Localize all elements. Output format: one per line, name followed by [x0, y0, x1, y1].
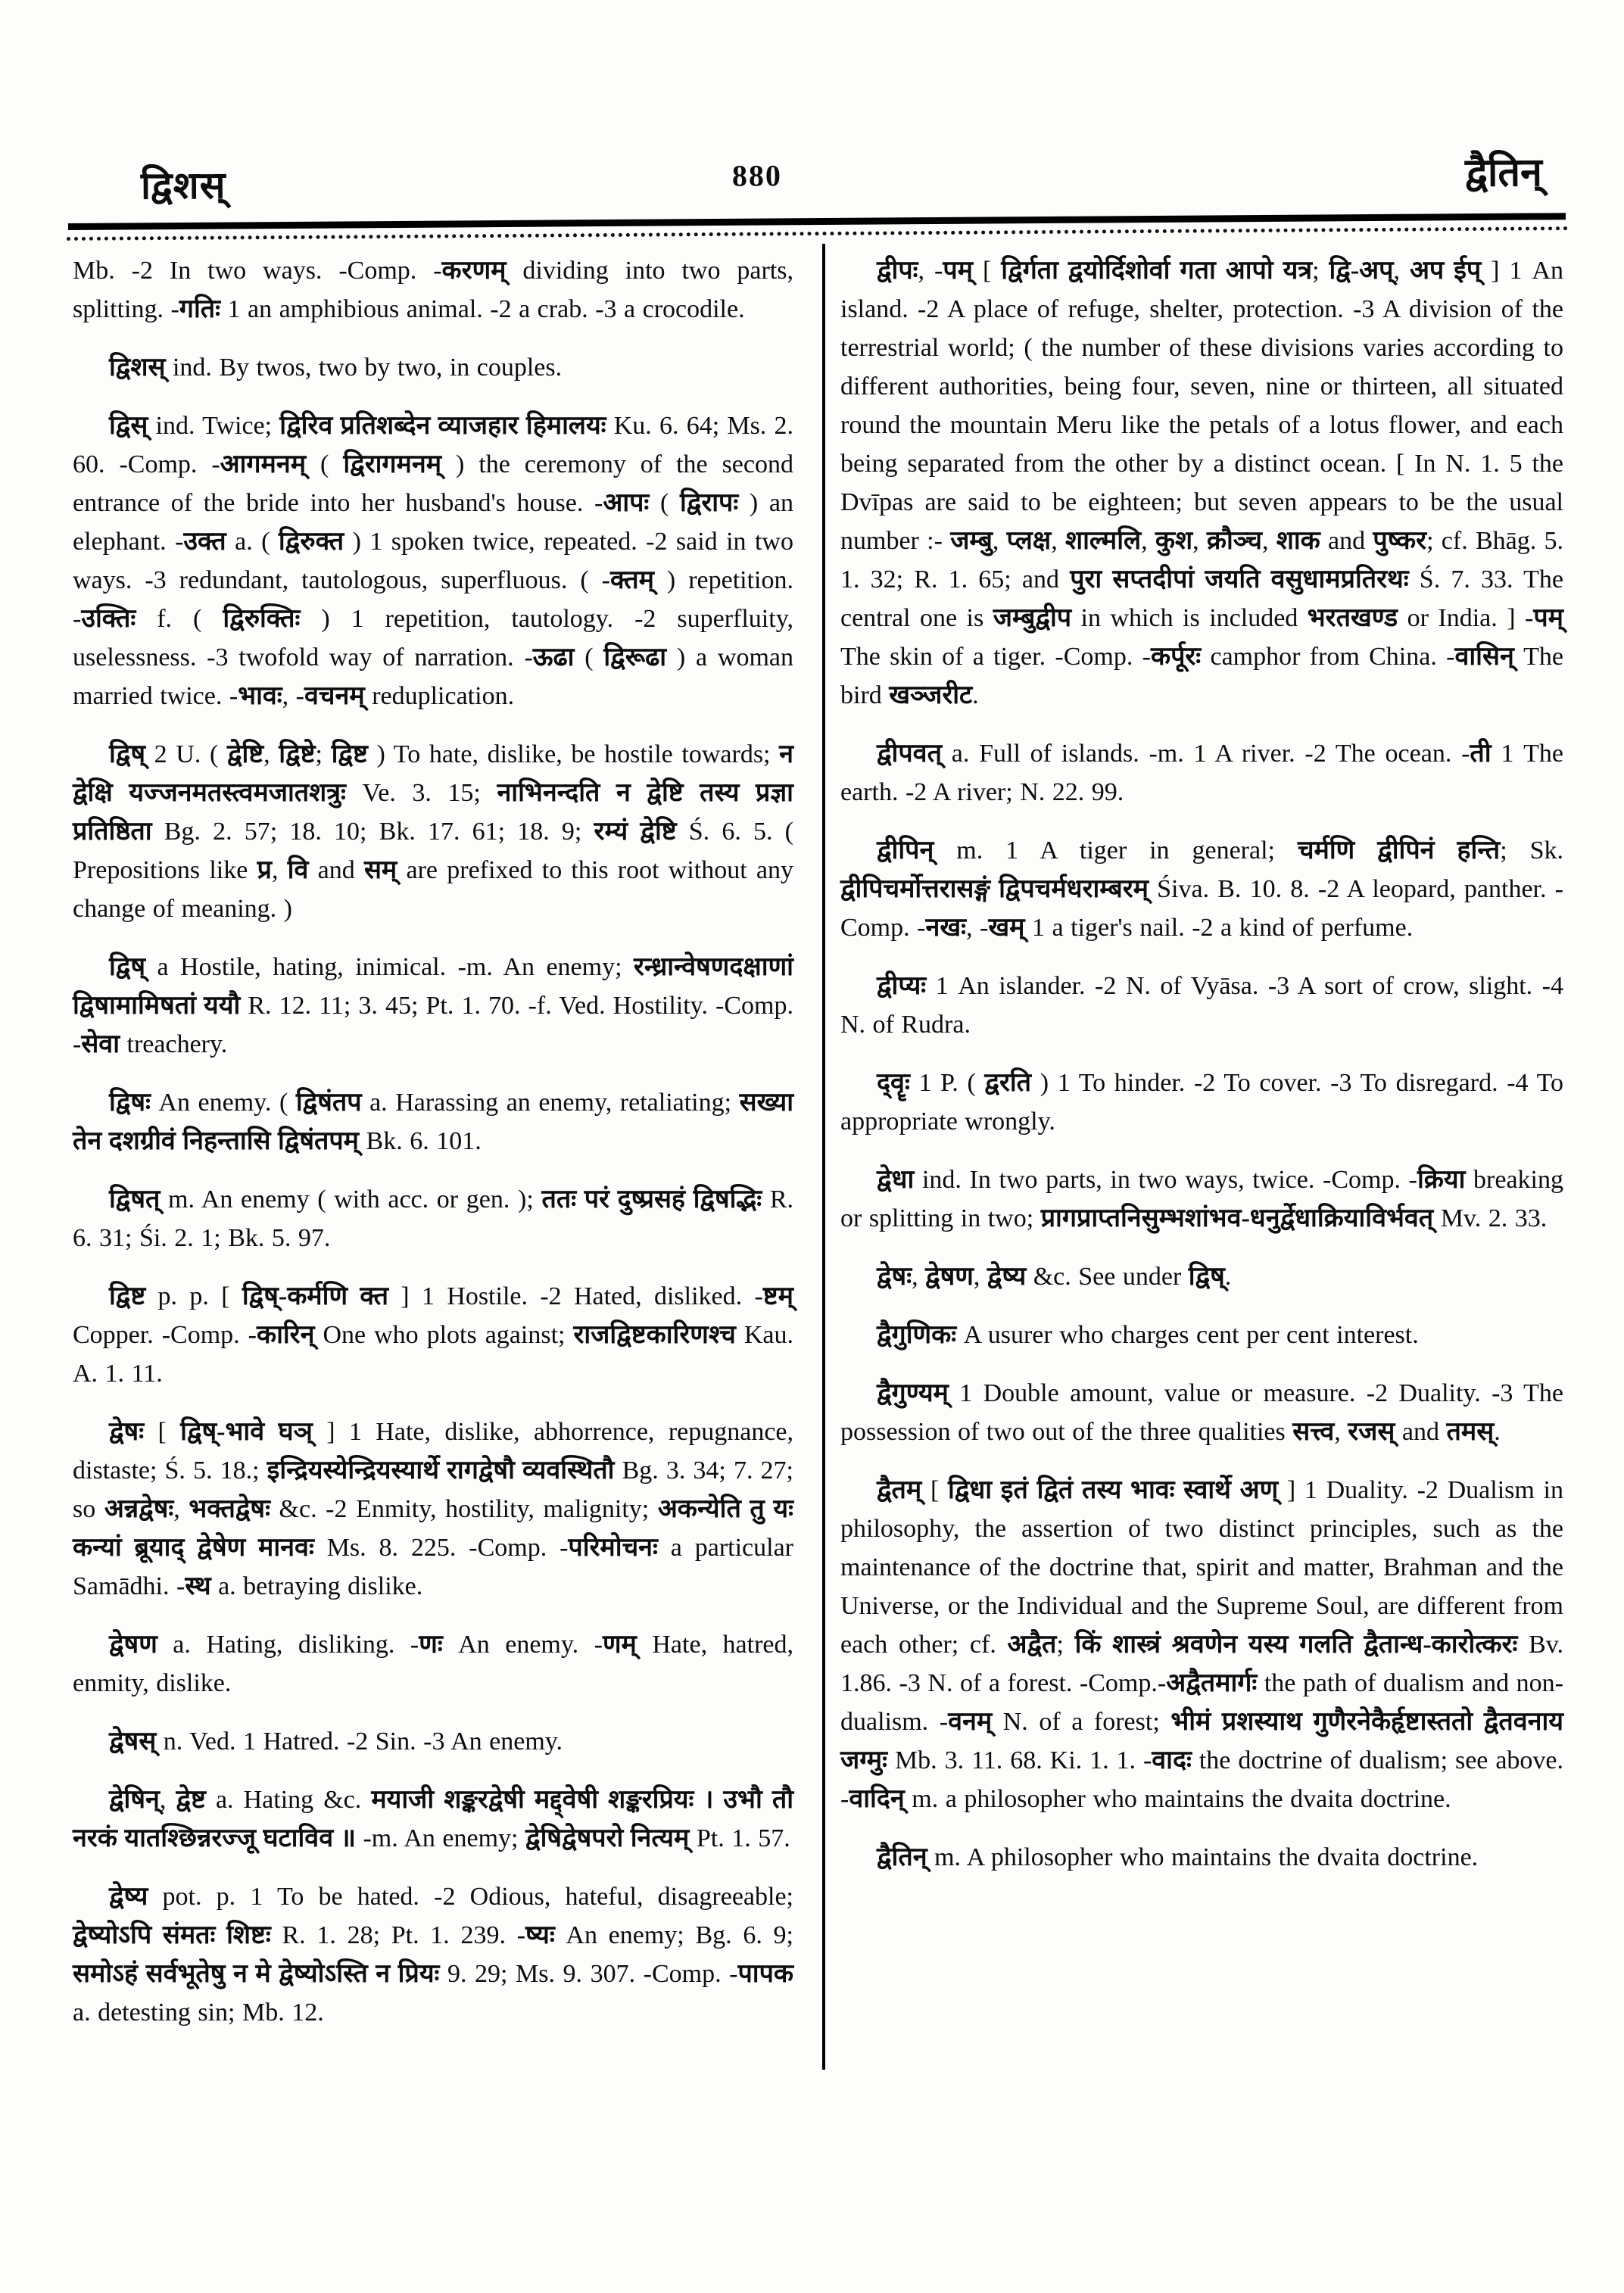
devanagari-run: द्विरुक्तिः: [223, 605, 301, 633]
devanagari-run: वासिन्: [1454, 643, 1514, 671]
devanagari-run: द्विरूढा: [603, 643, 667, 671]
dictionary-entry: [840, 967, 1563, 1044]
devanagari-run: द्विष्-भावे घञ्: [180, 1418, 313, 1446]
latin-run: Bv. 1.86. -3 N. of a forest. -Comp.-: [840, 1631, 1563, 1697]
latin-run: (: [649, 489, 680, 517]
latin-run: pot. p. 1 To be hated. -2 Odious, hateful, disagreeable;: [148, 1883, 793, 1911]
latin-run: ,: [1261, 527, 1276, 555]
devanagari-run: नाभिनन्दति न द्वेष्टि तस्य प्रज्ञा प्रतिष्ठिता: [73, 779, 793, 846]
latin-run: the path of dualism and non-dualism. -: [840, 1669, 1563, 1736]
dictionary-entry: [840, 1257, 1563, 1296]
latin-run: ;: [315, 740, 332, 768]
devanagari-run: द्विष्: [109, 953, 146, 981]
devanagari-run: किं शास्त्रं श्रवणेन यस्य गलति द्वैतान्ध-कारोत्करः: [1074, 1631, 1518, 1659]
latin-run: ] 1 Hostile. -2 Hated, disliked. -: [388, 1282, 763, 1310]
latin-run: , -: [966, 914, 989, 942]
latin-run: .: [1494, 1418, 1501, 1446]
latin-run: Mb. -2 In two ways. -Comp. -: [73, 257, 442, 285]
latin-run: ) an elephant. -: [73, 489, 793, 556]
devanagari-run: द्वैतिन्: [877, 1843, 927, 1871]
devanagari-run: शाल्मलि: [1064, 527, 1142, 555]
latin-run: Bg. 3. 34; 7. 27; so: [73, 1456, 793, 1523]
devanagari-run: द्विषः: [109, 1089, 151, 1117]
latin-run: treachery.: [120, 1030, 228, 1058]
devanagari-run: नखः: [925, 914, 967, 942]
latin-run: Kau. A. 1. 11.: [73, 1321, 793, 1388]
latin-run: An enemy. -: [442, 1631, 603, 1659]
latin-run: a. Hating, disliking. -: [157, 1631, 419, 1659]
latin-run: and: [1320, 527, 1373, 555]
devanagari-run: द्वेष्योऽपि संमतः शिष्टः: [73, 1921, 271, 1949]
devanagari-run: खम्: [988, 914, 1025, 942]
devanagari-run: भक्तद्वेषः: [189, 1495, 270, 1523]
devanagari-run: द्वेषस्: [109, 1728, 157, 1756]
devanagari-run: द्विधा इतं द्वितं तस्य भावः स्वार्थे अण्: [948, 1476, 1279, 1504]
latin-run: Ve. 3. 15;: [345, 779, 497, 807]
dictionary-entry: [840, 1374, 1563, 1451]
latin-run: a. detesting sin; Mb. 12.: [73, 1999, 324, 2027]
latin-run: One who plots against;: [314, 1321, 574, 1349]
devanagari-run: सम्: [363, 856, 397, 884]
latin-run: Śiva. B. 10. 8. -2 A leopard, panther. -Comp. -: [840, 875, 1563, 942]
latin-run: 1 Double amount, value or measure. -2 Duality. -3 The possession of two out of the three qualities: [840, 1379, 1563, 1446]
dictionary-entry: [840, 1316, 1563, 1354]
devanagari-run: आपः: [603, 489, 650, 517]
dictionary-entry: [73, 251, 793, 329]
devanagari-run: द्वैगुणिकः: [877, 1321, 957, 1349]
latin-run: a. Full of islands. -m. 1 A river. -2 The ocean. -: [941, 740, 1470, 768]
latin-run: (: [306, 450, 344, 478]
latin-run: ,: [1141, 527, 1155, 555]
devanagari-run: णः: [419, 1631, 443, 1659]
devanagari-run: द्विशस्: [109, 354, 166, 382]
latin-run: ind. Twice;: [148, 412, 280, 440]
latin-run: An enemy. (: [150, 1089, 296, 1117]
latin-run: a. Harassing an enemy, retaliating;: [361, 1089, 740, 1117]
devanagari-run: द्वेष्य: [987, 1263, 1027, 1291]
latin-run: reduplication.: [364, 682, 515, 710]
latin-run: ,: [271, 856, 288, 884]
devanagari-run: कुश: [1155, 527, 1193, 555]
devanagari-run: आगमनम्: [220, 450, 307, 478]
devanagari-run: अन्नद्वेषः: [104, 1495, 174, 1523]
devanagari-run: द्विर्गता द्वयोर्दिशोर्वा गता आपो यत्र: [1001, 257, 1313, 285]
devanagari-run: प्र: [257, 856, 272, 884]
devanagari-run: द्विषत्: [109, 1185, 161, 1213]
dictionary-entry: [840, 1161, 1563, 1238]
latin-run: &c. -2 Enmity, hostility, malignity;: [270, 1495, 658, 1523]
latin-run: 9. 29; Ms. 9. 307. -Comp. -: [439, 1960, 738, 1988]
devanagari-run: पापक: [737, 1960, 793, 1988]
devanagari-run: रम्यं द्वेष्टि: [594, 818, 677, 846]
latin-run: ,: [1192, 527, 1207, 555]
latin-run: a. Hating &c.: [205, 1786, 372, 1814]
devanagari-run: वि: [287, 856, 309, 884]
latin-run: Mb. 3. 11. 68. Ki. 1. 1. -: [887, 1746, 1152, 1774]
latin-run: , -: [282, 682, 304, 710]
devanagari-run: ततः परं दुष्प्रसहं द्विषद्भिः: [541, 1185, 762, 1213]
running-head-right: द्वैतिन्: [1464, 151, 1543, 195]
devanagari-run: चर्मणि द्वीपिनं हन्ति: [1297, 837, 1501, 865]
latin-run: The bird: [840, 643, 1564, 709]
devanagari-run: प्रागप्राप्तनिसुम्भशांभव-धनुर्द्वेधाक्रियाविर्भवत्: [1040, 1204, 1434, 1232]
devanagari-run: द्विस्: [109, 412, 148, 440]
latin-run: n. Ved. 1 Hatred. -2 Sin. -3 An enemy.: [156, 1728, 563, 1756]
latin-run: or India. ] -: [1398, 604, 1534, 632]
devanagari-run: द्विष्-कर्मणि क्त: [242, 1282, 388, 1310]
devanagari-run: क्रौञ्च: [1206, 527, 1262, 555]
devanagari-run: तमस्: [1446, 1418, 1495, 1446]
dictionary-entry: [840, 1064, 1563, 1141]
latin-run: [: [973, 257, 1002, 285]
devanagari-run: द्वैगुण्यम्: [877, 1379, 949, 1407]
devanagari-run: ष्टम्: [762, 1282, 793, 1310]
latin-run: N. of a forest;: [992, 1708, 1171, 1736]
latin-run: Mv. 2. 33.: [1433, 1204, 1548, 1232]
devanagari-run: जम्बु: [950, 527, 993, 555]
devanagari-run: द्वॄः: [877, 1069, 910, 1097]
devanagari-run: इन्द्रियस्येन्द्रियस्यार्थे रागद्वेषौ व्यवस्थितौ: [267, 1456, 615, 1485]
dictionary-entry: [73, 1083, 793, 1161]
dictionary-entry: [73, 407, 793, 715]
devanagari-run: भावः: [238, 682, 282, 710]
devanagari-run: कर्पूरः: [1150, 643, 1202, 671]
latin-run: ) repetition. -: [73, 566, 793, 633]
latin-run: ,: [973, 1263, 987, 1291]
latin-run: ,: [1051, 527, 1065, 555]
devanagari-run: उक्तिः: [81, 605, 136, 633]
latin-run: ; cf. Bhāg. 5. 1. 32; R. 1. 65; and: [840, 527, 1564, 594]
devanagari-run: कारिन्: [256, 1321, 315, 1349]
devanagari-run: स्थ: [185, 1572, 211, 1600]
devanagari-run: द्वरति: [984, 1069, 1032, 1097]
dictionary-entry: [840, 251, 1563, 715]
header-rule-dotted: [67, 226, 1569, 241]
devanagari-run: द्विरागमनम्: [343, 450, 442, 478]
latin-run: m. An enemy ( with acc. or gen. );: [160, 1185, 542, 1213]
latin-run: 1 a tiger's nail. -2 a kind of perfume.: [1024, 914, 1414, 942]
devanagari-run: द्वि-अप्: [1329, 257, 1394, 285]
dictionary-entry: [840, 1471, 1563, 1818]
latin-run: ) the ceremony of the second entrance of the bride into her husband's house. -: [73, 450, 793, 517]
latin-run: and: [1395, 1418, 1447, 1446]
latin-run: (: [574, 643, 604, 671]
devanagari-run: द्वेष्टि: [226, 740, 264, 768]
devanagari-run: अद्वैतमार्गः: [1166, 1669, 1258, 1697]
devanagari-run: द्वीपिचर्मोत्तरासङ्गं द्विपचर्मधराम्बरम्: [840, 875, 1149, 903]
latin-run: ;: [1312, 257, 1329, 285]
devanagari-run: वनम्: [948, 1708, 993, 1736]
latin-run: in which is included: [1071, 604, 1308, 632]
latin-run: Bg. 2. 57; 18. 10; Bk. 17. 61; 18. 9;: [151, 818, 594, 846]
latin-run: camphor from China. -: [1201, 643, 1455, 671]
devanagari-run: अकन्येति तु यः कन्यां ब्रूयाद् द्वेषेण मानवः: [73, 1495, 793, 1562]
devanagari-run: द्वेष्य: [109, 1883, 148, 1911]
latin-run: Hate, hatred, enmity, dislike.: [73, 1631, 794, 1697]
latin-run: ) 1 To hinder. -2 To cover. -3 To disregard. -4 To appropriate wrongly.: [840, 1069, 1563, 1136]
latin-run: 2 U. (: [145, 740, 227, 768]
latin-run: and: [308, 856, 364, 884]
devanagari-run: भरतखण्ड: [1307, 604, 1398, 632]
devanagari-run: द्वीपवत्: [877, 740, 942, 768]
latin-run: R. 1. 28; Pt. 1. 239. -: [270, 1921, 526, 1949]
devanagari-run: ती: [1470, 740, 1492, 768]
latin-run: Ś. 6. 5. ( Prepositions like: [73, 818, 794, 884]
latin-run: are prefixed to this root without any change of meaning. ): [73, 856, 794, 923]
devanagari-run: उक्त: [183, 528, 226, 556]
dictionary-entry: [73, 1877, 793, 2032]
devanagari-run: ष्यः: [525, 1921, 555, 1949]
devanagari-run: द्विष्ट: [331, 740, 368, 768]
latin-run: p. p. [: [145, 1282, 242, 1310]
devanagari-run: मयाजी शङ्करद्वेषी मद्द्वेषी शङ्करप्रियः । उभौ तौ नरकं यातश्छिन्नरज्जू घटाविव ॥: [73, 1786, 794, 1852]
dictionary-entry: [73, 1180, 793, 1257]
latin-run: Ś. 7. 33. The central one is: [840, 565, 1563, 632]
latin-run: Ms. 8. 225. -Comp. -: [313, 1534, 569, 1562]
dictionary-entry: [840, 734, 1563, 812]
devanagari-run: ऊढा: [532, 643, 575, 671]
latin-run: [: [921, 1476, 949, 1504]
devanagari-run: परिमोचनः: [568, 1534, 658, 1562]
latin-run: a. (: [226, 528, 279, 556]
dictionary-entry: [73, 348, 793, 387]
dictionary-entry: [73, 1277, 793, 1393]
devanagari-run: द्वेषिन्: [109, 1786, 160, 1814]
devanagari-run: द्विरापः: [679, 489, 739, 517]
latin-run: dividing into two parts, splitting. -: [73, 257, 793, 323]
devanagari-run: द्वेषः: [109, 1418, 145, 1446]
latin-run: .: [972, 681, 979, 709]
devanagari-run: णम्: [602, 1631, 637, 1659]
latin-run: breaking or splitting in two;: [840, 1166, 1563, 1232]
latin-run: A usurer who charges cent per cent interest.: [956, 1321, 1419, 1349]
latin-run: .: [1224, 1263, 1232, 1291]
devanagari-run: खञ्जरीट: [889, 681, 973, 709]
devanagari-run: द्विष्ट: [109, 1282, 146, 1310]
latin-run: Pt. 1. 57.: [689, 1824, 790, 1852]
latin-run: m. 1 A tiger in general;: [934, 837, 1298, 865]
dictionary-entry: [73, 1413, 793, 1606]
devanagari-run: पुरा सप्तदीपां जयति वसुधामप्रतिरथः: [1070, 565, 1409, 594]
right-column: [840, 251, 1563, 1896]
latin-run: ind. In two parts, in two ways, twice. -Comp. -: [914, 1166, 1417, 1194]
devanagari-run: द्वीपिन्: [877, 837, 934, 865]
latin-run: ,: [1393, 257, 1410, 285]
latin-run: Ku. 6. 64; Ms. 2. 60. -Comp. -: [73, 412, 793, 478]
devanagari-run: वचनम्: [304, 682, 365, 710]
devanagari-run: पम्: [943, 257, 973, 285]
dictionary-entry: [73, 1781, 793, 1858]
dictionary-entry: [73, 1722, 793, 1761]
devanagari-run: द्वेधा: [877, 1166, 915, 1194]
latin-run: ,: [173, 1495, 189, 1523]
latin-run: An enemy; Bg. 6. 9;: [554, 1921, 793, 1949]
latin-run: ,: [912, 1263, 926, 1291]
latin-run: &c. See under: [1026, 1263, 1189, 1291]
devanagari-run: द्वेषिद्वेषपरो नित्यम्: [525, 1824, 690, 1852]
latin-run: ) 1 repetition, tautology. -2 superfluity, uselessness. -3 twofold way of narration. -: [73, 605, 793, 671]
latin-run: 1 P. (: [909, 1069, 985, 1097]
latin-run: 1 The earth. -2 A river; N. 22. 99.: [840, 740, 1564, 806]
latin-run: The skin of a tiger. -Comp. -: [840, 643, 1151, 671]
latin-run: a particular Samādhi. -: [73, 1534, 793, 1600]
latin-run: ; Sk.: [1500, 837, 1563, 865]
devanagari-run: सख्या तेन दशग्रीवं निहन्तासि द्विषंतपम्: [73, 1089, 794, 1155]
devanagari-run: न द्वेक्षि यज्जनमतस्त्वमजातशत्रुः: [73, 740, 794, 807]
devanagari-run: शाक: [1276, 527, 1320, 555]
latin-run: the doctrine of dualism; see above. -: [840, 1746, 1563, 1813]
latin-run: ) 1 spoken twice, repeated. -2 said in two ways. -3 redundant, tautologous, superfluous. ( -: [73, 528, 793, 594]
devanagari-run: द्वेषः: [877, 1263, 912, 1291]
latin-run: ] 1 Hate, dislike, abhorrence, repugnance, distaste; Ś. 5. 18.;: [73, 1418, 793, 1485]
latin-run: a Hostile, hating, inimical. -m. An enemy;: [145, 953, 634, 981]
devanagari-run: भीमं प्रशस्याथ गुणैरनेकैर्हृष्टास्ततो द्वैतवनाय जग्मुः: [840, 1708, 1564, 1774]
latin-run: ,: [992, 527, 1007, 555]
devanagari-run: पम्: [1533, 604, 1564, 632]
dictionary-entry: [73, 735, 793, 928]
devanagari-run: अप ईप्: [1409, 257, 1482, 285]
devanagari-run: द्वैतम्: [877, 1476, 922, 1504]
devanagari-run: रन्ध्रान्वेषणदक्षाणां द्विषामामिषतां ययौ: [73, 953, 793, 1020]
devanagari-run: राजद्विष्टकारिणश्च: [573, 1321, 736, 1349]
devanagari-run: द्वीप्यः: [877, 972, 927, 1000]
latin-run: a. betraying dislike.: [210, 1572, 423, 1600]
devanagari-run: जम्बुद्वीप: [993, 604, 1072, 632]
latin-run: f. (: [136, 605, 223, 633]
latin-run: ] 1 An island. -2 A place of refuge, shelter, protection. -3 A division of the terrestrial world; ( the number of these divisions varies according to different authorities, being four, seven, nine or thirteen, all situated round the mountain Meru like the petals of a lotus flower, and each being separated from the other by a distinct ocean. [ In N. 1. 5 the Dvīpas are said to be eighteen; but seven appears to be the usual number :-: [840, 257, 1563, 555]
devanagari-run: द्विष्टे: [279, 740, 316, 768]
column-divider-rule: [822, 244, 825, 2070]
devanagari-run: वादिन्: [849, 1785, 905, 1813]
latin-run: -m. An enemy;: [355, 1824, 526, 1852]
devanagari-run: द्वेषण: [109, 1631, 157, 1659]
latin-run: ] 1 Duality. -2 Dualism in philosophy, the assertion of two distinct principles, such as the maintenance of the doctrine that, spirit and matter, Brahman and the Universe, or the Individual and the Supreme Soul, are different from each other; cf.: [840, 1476, 1563, 1659]
latin-run: ind. By twos, two by two, in couples.: [165, 354, 563, 382]
latin-run: 1 An islander. -2 N. of Vyāsa. -3 A sort of crow, slight. -4 N. of Rudra.: [840, 972, 1563, 1039]
devanagari-run: द्विष्: [1188, 1263, 1225, 1291]
devanagari-run: द्विरुक्त: [278, 528, 344, 556]
devanagari-run: क्रिया: [1417, 1166, 1466, 1194]
dictionary-entry: [73, 1625, 793, 1703]
dictionary-entry: [73, 948, 793, 1064]
devanagari-run: रजस्: [1348, 1418, 1395, 1446]
devanagari-run: द्विरिव प्रतिशब्देन व्याजहार हिमालयः: [279, 412, 606, 440]
devanagari-run: समोऽहं सर्वभूतेषु न मे द्वेष्योऽस्ति न प्रियः: [73, 1960, 440, 1988]
devanagari-run: अद्वैत: [1007, 1631, 1057, 1659]
dictionary-entry: [840, 831, 1563, 947]
devanagari-run: सेवा: [81, 1030, 120, 1058]
latin-run: , -: [918, 257, 943, 285]
devanagari-run: द्विषंतप: [295, 1089, 362, 1117]
devanagari-run: द्वेषण: [925, 1263, 974, 1291]
latin-run: ,: [1334, 1418, 1348, 1446]
latin-run: ;: [1056, 1631, 1075, 1659]
devanagari-run: द्वेष्ट: [176, 1786, 206, 1814]
latin-run: Copper. -Comp. -: [73, 1321, 257, 1349]
running-head-left: द्विशस्: [140, 164, 226, 207]
devanagari-run: क्तम्: [609, 566, 654, 594]
devanagari-run: सत्त्व: [1292, 1418, 1335, 1446]
dictionary-entry: [840, 1838, 1563, 1877]
latin-run: ,: [159, 1786, 176, 1814]
latin-run: ) To hate, dislike, be hostile towards;: [367, 740, 780, 768]
latin-run: ,: [263, 740, 279, 768]
latin-run: R. 6. 31; Śi. 2. 1; Bk. 5. 97.: [73, 1185, 793, 1252]
latin-run: 1 an amphibious animal. -2 a crab. -3 a crocodile.: [220, 295, 745, 323]
latin-run: [: [144, 1418, 181, 1446]
devanagari-run: करणम्: [441, 257, 507, 285]
latin-run: m. a philosopher who maintains the dvaita doctrine.: [904, 1785, 1451, 1813]
latin-run: R. 12. 11; 3. 45; Pt. 1. 70. -f. Ved. Hostility. -Comp. -: [73, 992, 793, 1058]
devanagari-run: गतिः: [179, 295, 220, 323]
left-column: [73, 251, 793, 2052]
devanagari-run: प्लक्ष: [1006, 527, 1052, 555]
devanagari-run: द्विष्: [109, 740, 146, 768]
latin-run: m. A philosopher who maintains the dvaita doctrine.: [927, 1843, 1479, 1871]
devanagari-run: द्वीपः: [877, 257, 918, 285]
devanagari-run: पुष्कर: [1373, 527, 1427, 555]
page-number: 880: [731, 158, 783, 193]
devanagari-run: वादः: [1152, 1746, 1192, 1774]
latin-run: ) a woman married twice. -: [73, 643, 793, 710]
latin-run: Bk. 6. 101.: [359, 1127, 482, 1155]
